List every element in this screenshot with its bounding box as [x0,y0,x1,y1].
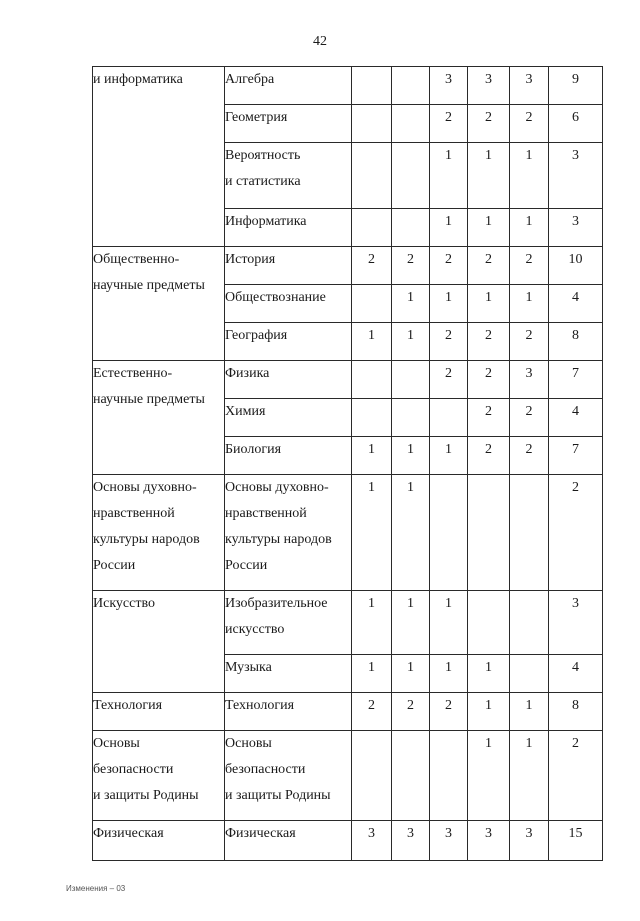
total-hours-cell: 3 [549,143,603,209]
subject-cell: Химия [225,399,352,437]
subject-area-cell: и информатика [93,67,225,247]
table-row [93,731,603,821]
subject-area-cell: Общественно- научные предметы [93,247,225,361]
grade-hours-cell [352,143,392,209]
subject-area-cell: Основы духовно- нравственной культуры народов России [93,475,225,591]
grade-hours-cell: 1 [352,437,392,475]
subject-area-cell: Технология [93,693,225,731]
subject-cell: Вероятность и статистика [225,143,352,209]
grade-hours-cell: 1 [468,655,510,693]
curriculum-table [92,66,603,861]
grade-hours-cell [352,105,392,143]
grade-hours-cell: 1 [430,655,468,693]
grade-hours-cell: 2 [510,105,549,143]
subject-cell: История [225,247,352,285]
subject-cell: География [225,323,352,361]
grade-hours-cell [392,399,430,437]
grade-hours-cell: 2 [392,247,430,285]
grade-hours-cell [392,209,430,247]
grade-hours-cell: 2 [392,693,430,731]
grade-hours-cell: 1 [468,731,510,821]
grade-hours-cell: 1 [392,285,430,323]
total-hours-cell: 4 [549,655,603,693]
grade-hours-cell: 2 [510,247,549,285]
total-hours-cell: 10 [549,247,603,285]
grade-hours-cell: 1 [510,285,549,323]
subject-cell: Основы духовно- нравственной культуры народов России [225,475,352,591]
grade-hours-cell [352,731,392,821]
grade-hours-cell [352,399,392,437]
grade-hours-cell [352,361,392,399]
grade-hours-cell [510,591,549,655]
grade-hours-cell: 1 [430,143,468,209]
grade-hours-cell: 1 [392,323,430,361]
grade-hours-cell [392,731,430,821]
grade-hours-cell: 1 [510,143,549,209]
table-row [93,591,603,655]
grade-hours-cell [430,475,468,591]
grade-hours-cell: 1 [510,693,549,731]
total-hours-cell: 15 [549,821,603,861]
subject-cell: Физическая [225,821,352,861]
grade-hours-cell: 2 [430,693,468,731]
grade-hours-cell: 2 [352,247,392,285]
grade-hours-cell: 2 [430,361,468,399]
subject-cell: Основы безопасности и защиты Родины [225,731,352,821]
grade-hours-cell: 3 [430,821,468,861]
subject-cell: Музыка [225,655,352,693]
total-hours-cell: 8 [549,323,603,361]
table-row [93,821,603,861]
grade-hours-cell: 2 [430,105,468,143]
grade-hours-cell [430,731,468,821]
grade-hours-cell: 1 [352,655,392,693]
grade-hours-cell: 1 [392,437,430,475]
subject-cell: Геометрия [225,105,352,143]
grade-hours-cell [510,655,549,693]
subject-area-cell: Основы безопасности и защиты Родины [93,731,225,821]
grade-hours-cell [510,475,549,591]
table-row [93,693,603,731]
grade-hours-cell: 2 [468,361,510,399]
grade-hours-cell: 1 [510,731,549,821]
total-hours-cell: 3 [549,209,603,247]
grade-hours-cell: 1 [468,209,510,247]
total-hours-cell: 6 [549,105,603,143]
subject-area-cell: Физическая [93,821,225,861]
grade-hours-cell [392,361,430,399]
subject-cell: Информатика [225,209,352,247]
table-row [93,361,603,399]
grade-hours-cell [352,67,392,105]
grade-hours-cell: 3 [352,821,392,861]
grade-hours-cell: 3 [468,821,510,861]
grade-hours-cell: 2 [468,437,510,475]
grade-hours-cell: 2 [430,247,468,285]
subject-cell: Изобразительное искусство [225,591,352,655]
grade-hours-cell: 1 [468,693,510,731]
grade-hours-cell: 2 [510,323,549,361]
grade-hours-cell [352,209,392,247]
grade-hours-cell [392,67,430,105]
subject-area-cell: Искусство [93,591,225,693]
grade-hours-cell: 3 [510,821,549,861]
total-hours-cell: 7 [549,361,603,399]
subject-cell: Технология [225,693,352,731]
grade-hours-cell: 3 [468,67,510,105]
grade-hours-cell [352,285,392,323]
total-hours-cell: 7 [549,437,603,475]
grade-hours-cell: 2 [468,105,510,143]
table-body [93,67,603,861]
total-hours-cell: 3 [549,591,603,655]
grade-hours-cell: 1 [392,655,430,693]
grade-hours-cell: 1 [392,475,430,591]
grade-hours-cell: 1 [352,591,392,655]
grade-hours-cell [468,591,510,655]
subject-cell: Биология [225,437,352,475]
total-hours-cell: 2 [549,731,603,821]
grade-hours-cell: 3 [430,67,468,105]
table-row [93,67,603,105]
grade-hours-cell [392,143,430,209]
subject-cell: Алгебра [225,67,352,105]
grade-hours-cell: 2 [510,437,549,475]
subject-area-cell: Естественно- научные предметы [93,361,225,475]
grade-hours-cell: 2 [510,399,549,437]
grade-hours-cell: 1 [430,437,468,475]
grade-hours-cell: 2 [352,693,392,731]
grade-hours-cell: 1 [468,143,510,209]
footer-note: Изменения – 03 [66,884,126,893]
subject-cell: Обществознание [225,285,352,323]
grade-hours-cell: 1 [430,285,468,323]
grade-hours-cell: 1 [392,591,430,655]
subject-cell: Физика [225,361,352,399]
page-number: 42 [313,34,327,49]
grade-hours-cell: 1 [352,475,392,591]
grade-hours-cell: 1 [510,209,549,247]
grade-hours-cell: 3 [510,67,549,105]
grade-hours-cell: 1 [468,285,510,323]
total-hours-cell: 2 [549,475,603,591]
total-hours-cell: 4 [549,285,603,323]
total-hours-cell: 8 [549,693,603,731]
grade-hours-cell: 3 [510,361,549,399]
grade-hours-cell [430,399,468,437]
table-row [93,475,603,591]
grade-hours-cell: 1 [430,591,468,655]
total-hours-cell: 9 [549,67,603,105]
grade-hours-cell: 3 [392,821,430,861]
grade-hours-cell: 2 [430,323,468,361]
grade-hours-cell [468,475,510,591]
grade-hours-cell: 2 [468,323,510,361]
grade-hours-cell: 2 [468,247,510,285]
grade-hours-cell: 1 [352,323,392,361]
grade-hours-cell [392,105,430,143]
total-hours-cell: 4 [549,399,603,437]
grade-hours-cell: 2 [468,399,510,437]
grade-hours-cell: 1 [430,209,468,247]
table-row [93,247,603,285]
